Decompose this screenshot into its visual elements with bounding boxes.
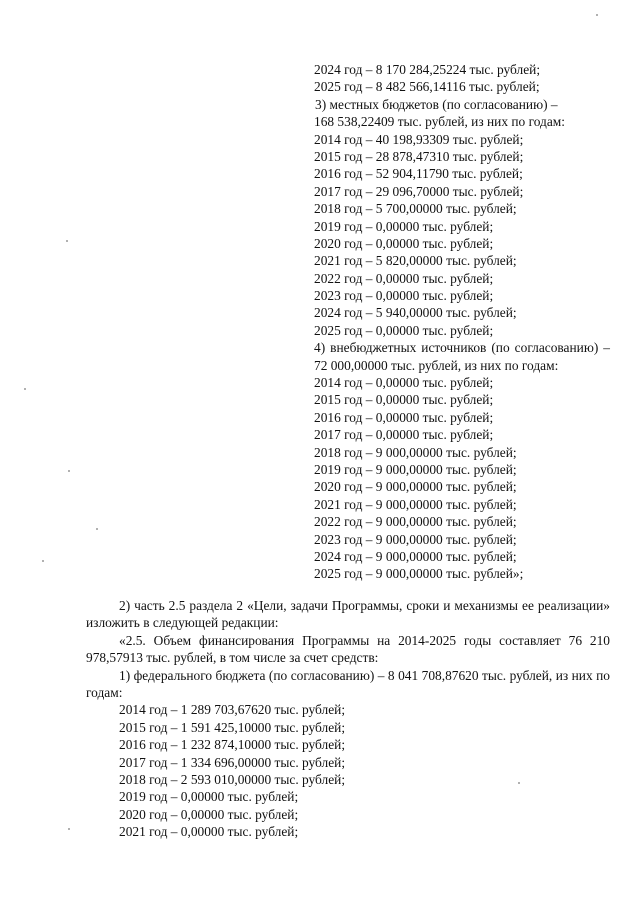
text-line: 2014 год – 40 198,93309 тыс. рублей; — [314, 131, 524, 147]
text-line: 2018 год – 5 700,00000 тыс. рублей; — [314, 201, 517, 217]
text-line: 2019 год – 0,00000 тыс. рублей; — [314, 218, 494, 234]
text-line: 2015 год – 1 591 425,10000 тыс. рублей; — [119, 719, 346, 735]
text-line: 2015 год – 28 878,47310 тыс. рублей; — [314, 148, 524, 164]
paragraph-federal-budget: 1) федерального бюджета (по согласованию) – 8 041 708,87620 тыс. рублей, из них по годам: — [86, 667, 610, 701]
text-line: 2025 год – 9 000,00000 тыс. рублей»; — [314, 566, 524, 582]
extra-budget-paragraph: 4) внебюджетных источников (по согласованию) – 72 000,00000 тыс. рублей, из них по годам: — [314, 340, 610, 373]
text-line: 2015 год – 0,00000 тыс. рублей; — [314, 392, 494, 408]
text-line: 3) местных бюджетов (по согласованию) – — [315, 96, 558, 112]
text-line: 2014 год – 1 289 703,67620 тыс. рублей; — [119, 702, 346, 718]
scan-speck — [66, 240, 68, 242]
scan-speck — [518, 782, 520, 784]
scan-speck — [42, 560, 44, 562]
text-line: 2021 год – 9 000,00000 тыс. рублей; — [314, 496, 517, 512]
text-line: 2014 год – 0,00000 тыс. рублей; — [314, 375, 494, 391]
text-line: 2017 год – 0,00000 тыс. рублей; — [314, 427, 494, 443]
text-line: 2025 год – 8 482 566,14116 тыс. рублей; — [314, 79, 540, 95]
text-line: 2023 год – 0,00000 тыс. рублей; — [314, 288, 494, 304]
text-line: 2018 год – 9 000,00000 тыс. рублей; — [314, 444, 517, 460]
paragraph-funding-total: «2.5. Объем финансирования Программы на 2014-2025 годы составляет 76 210 978,57913 тыс. рублей, в том числе за счет средств: — [86, 632, 610, 666]
text-line: 2022 год – 0,00000 тыс. рублей; — [314, 270, 494, 286]
text-line: 168 538,22409 тыс. рублей, из них по годам: — [314, 114, 565, 130]
text-line: 2025 год – 0,00000 тыс. рублей; — [314, 322, 494, 338]
scan-speck — [24, 388, 26, 390]
text-line: 2017 год – 29 096,70000 тыс. рублей; — [314, 183, 524, 199]
text-line: 2022 год – 9 000,00000 тыс. рублей; — [314, 514, 517, 530]
paragraph-amendment: 2) часть 2.5 раздела 2 «Цели, задачи Программы, сроки и механизмы ее реализации» изложить в следующей редакции: — [86, 598, 610, 631]
text-line: 2016 год – 52 904,11790 тыс. рублей; — [314, 166, 523, 182]
text-line: 2020 год – 0,00000 тыс. рублей; — [119, 806, 299, 822]
scan-speck — [68, 828, 70, 830]
text-line: 2021 год – 0,00000 тыс. рублей; — [119, 824, 299, 840]
main-text — [86, 597, 610, 841]
text-line: 2023 год – 9 000,00000 тыс. рублей; — [314, 531, 517, 547]
text-line: 2016 год – 1 232 874,10000 тыс. рублей; — [119, 737, 346, 753]
text-line: 2024 год – 8 170 284,25224 тыс. рублей; — [314, 62, 541, 77]
scan-speck — [596, 14, 598, 16]
text-line: 2017 год – 1 334 696,00000 тыс. рублей; — [119, 754, 346, 770]
text-line: 2019 год – 9 000,00000 тыс. рублей; — [314, 462, 517, 478]
scan-speck — [96, 528, 98, 530]
text-line: 2020 год – 9 000,00000 тыс. рублей; — [314, 479, 517, 495]
text-line: 2016 год – 0,00000 тыс. рублей; — [314, 409, 494, 425]
text-line: 2019 год – 0,00000 тыс. рублей; — [119, 789, 299, 805]
text-line: 2021 год – 5 820,00000 тыс. рублей; — [314, 253, 517, 269]
scan-speck — [68, 470, 70, 472]
text-line: 2020 год – 0,00000 тыс. рублей; — [314, 235, 494, 251]
right-column-text — [314, 61, 610, 583]
text-line: 2024 год – 9 000,00000 тыс. рублей; — [314, 548, 517, 564]
text-line: 2024 год – 5 940,00000 тыс. рублей; — [314, 305, 517, 321]
text-line: 2018 год – 2 593 010,00000 тыс. рублей; — [119, 772, 346, 787]
